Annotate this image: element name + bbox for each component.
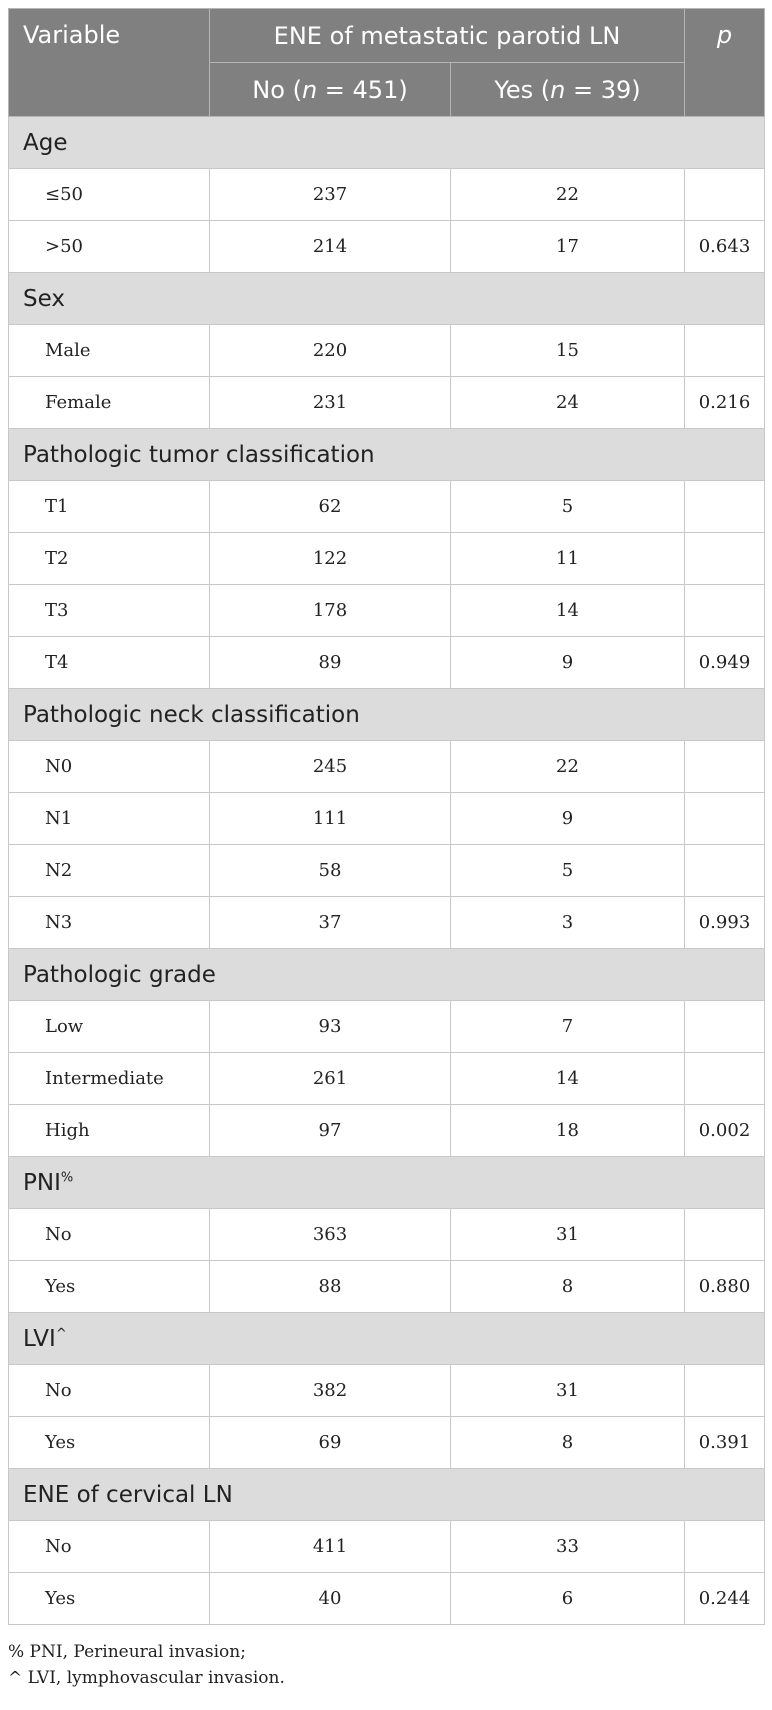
cell-p: 0.993 [685,897,765,949]
header-yes-n: n [550,75,566,104]
table-row [9,325,765,377]
row-label: Low [9,1001,210,1053]
section-row [9,1157,765,1209]
footnotes [8,1639,764,1691]
row-label: Intermediate [9,1053,210,1105]
section-title-text: Age [23,129,68,156]
table-row [9,1105,765,1157]
cell-yes: 18 [451,1105,685,1157]
header-no-suffix: = 451) [317,75,408,104]
header-yes-suffix: = 39) [565,75,641,104]
section-title [9,1157,765,1209]
row-label: Yes [9,1417,210,1469]
cell-p [685,481,765,533]
cell-no: 111 [210,793,451,845]
header-yes-prefix: Yes ( [494,75,551,104]
section-row [9,117,765,169]
table-row [9,1365,765,1417]
header-group: ENE of metastatic parotid LN [210,9,685,63]
cell-p [685,1053,765,1105]
cell-yes: 7 [451,1001,685,1053]
section-row [9,273,765,325]
cell-no: 411 [210,1521,451,1573]
table-row [9,533,765,585]
table-row [9,793,765,845]
section-title [9,117,765,169]
table-row [9,897,765,949]
section-row [9,429,765,481]
table-row [9,1417,765,1469]
row-label: T2 [9,533,210,585]
cell-p [685,169,765,221]
section-row [9,689,765,741]
section-title [9,1469,765,1521]
table-row [9,585,765,637]
table-container [8,8,764,1691]
section-title [9,1313,765,1365]
table-row [9,637,765,689]
cell-no: 382 [210,1365,451,1417]
table-row [9,1521,765,1573]
cell-yes: 31 [451,1209,685,1261]
cell-no: 178 [210,585,451,637]
cell-no: 231 [210,377,451,429]
cell-p: 0.949 [685,637,765,689]
cell-yes: 22 [451,169,685,221]
header-variable: Variable [9,9,210,117]
section-title [9,273,765,325]
cell-p: 0.244 [685,1573,765,1625]
cell-p [685,845,765,897]
cell-no: 93 [210,1001,451,1053]
row-label: T3 [9,585,210,637]
row-label: N3 [9,897,210,949]
row-label: High [9,1105,210,1157]
cell-no: 89 [210,637,451,689]
row-label: N0 [9,741,210,793]
cell-no: 40 [210,1573,451,1625]
table-body [9,117,765,1625]
section-title-text: Pathologic neck classification [23,701,360,728]
cell-yes: 5 [451,481,685,533]
cell-no: 245 [210,741,451,793]
header-no [210,63,451,117]
cell-p [685,1365,765,1417]
cell-no: 62 [210,481,451,533]
cell-yes: 11 [451,533,685,585]
cell-p [685,533,765,585]
row-label: N1 [9,793,210,845]
section-title-text: Pathologic grade [23,961,216,988]
section-title-text: Pathologic tumor classification [23,441,375,468]
table-row [9,1053,765,1105]
cell-yes: 9 [451,793,685,845]
cell-p [685,1209,765,1261]
row-label: T1 [9,481,210,533]
cell-yes: 3 [451,897,685,949]
row-label: No [9,1365,210,1417]
section-title-text: Sex [23,285,65,312]
table-row [9,481,765,533]
cell-yes: 33 [451,1521,685,1573]
cell-p [685,325,765,377]
table-row [9,221,765,273]
cell-p [685,1001,765,1053]
header-p: p [685,9,765,117]
cell-yes: 5 [451,845,685,897]
section-title [9,689,765,741]
cell-p: 0.002 [685,1105,765,1157]
row-label: No [9,1209,210,1261]
cell-yes: 14 [451,1053,685,1105]
table-row [9,169,765,221]
table-row [9,845,765,897]
section-row [9,949,765,1001]
cell-no: 122 [210,533,451,585]
row-label: >50 [9,221,210,273]
cell-p [685,793,765,845]
section-row [9,1313,765,1365]
cell-yes: 6 [451,1573,685,1625]
section-title-text: ENE of cervical LN [23,1481,233,1508]
row-label: Yes [9,1573,210,1625]
section-row [9,1469,765,1521]
cell-yes: 24 [451,377,685,429]
cell-no: 363 [210,1209,451,1261]
cell-p: 0.216 [685,377,765,429]
footnote: ^ LVI, lymphovascular invasion. [8,1668,285,1688]
row-label: T4 [9,637,210,689]
cell-no: 58 [210,845,451,897]
cell-yes: 31 [451,1365,685,1417]
row-label: Female [9,377,210,429]
cell-yes: 17 [451,221,685,273]
cell-yes: 22 [451,741,685,793]
table-row [9,377,765,429]
cell-no: 69 [210,1417,451,1469]
cell-yes: 15 [451,325,685,377]
cell-no: 97 [210,1105,451,1157]
header-yes [451,63,685,117]
row-label: No [9,1521,210,1573]
cell-p [685,1521,765,1573]
footnote: % PNI, Perineural invasion; [8,1642,246,1662]
table-row [9,1573,765,1625]
section-footnote-mark: ^ [55,1325,67,1341]
cell-yes: 8 [451,1417,685,1469]
cell-p: 0.880 [685,1261,765,1313]
section-title [9,949,765,1001]
header-no-n: n [301,75,318,104]
table-row [9,741,765,793]
table-row [9,1209,765,1261]
table-row [9,1261,765,1313]
row-label: N2 [9,845,210,897]
header-no-prefix: No ( [252,75,302,104]
cell-no: 220 [210,325,451,377]
cell-no: 261 [210,1053,451,1105]
cell-yes: 8 [451,1261,685,1313]
row-label: ≤50 [9,169,210,221]
cell-p [685,585,765,637]
cell-yes: 14 [451,585,685,637]
cell-p [685,741,765,793]
table-row [9,1001,765,1053]
data-table [8,8,765,1625]
section-footnote-mark: % [60,1169,74,1185]
section-title-text: LVI [23,1325,56,1352]
section-title [9,429,765,481]
cell-no: 88 [210,1261,451,1313]
cell-no: 214 [210,221,451,273]
cell-yes: 9 [451,637,685,689]
cell-p: 0.391 [685,1417,765,1469]
cell-p: 0.643 [685,221,765,273]
cell-no: 237 [210,169,451,221]
section-title-text: PNI [23,1169,61,1196]
row-label: Yes [9,1261,210,1313]
cell-no: 37 [210,897,451,949]
row-label: Male [9,325,210,377]
